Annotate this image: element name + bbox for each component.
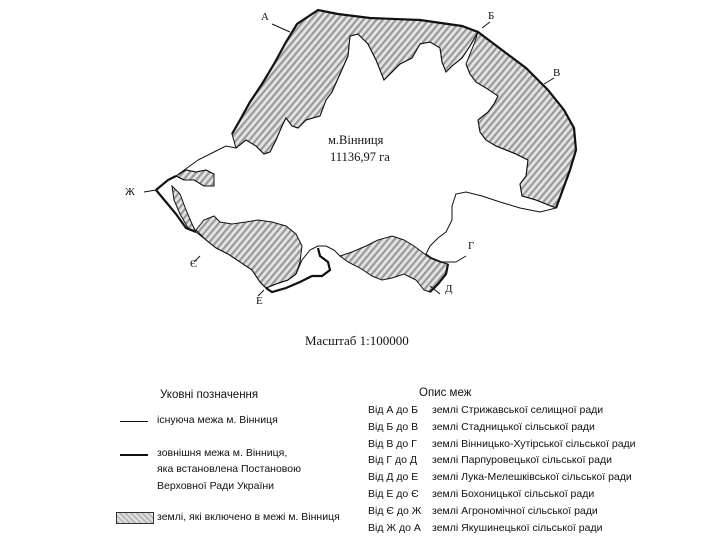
legend-title: Уковні позначення xyxy=(160,389,259,401)
description-row xyxy=(368,505,598,521)
description-row xyxy=(368,454,612,470)
description-row-text: землі Бохоницької сільської ради xyxy=(432,488,595,500)
description-row-text: землі Стадницької сільської ради xyxy=(432,420,595,433)
legend-outer-text-1: зовнішня межа м. Вінниця, xyxy=(157,447,288,459)
marker-label-b: Б xyxy=(488,10,495,22)
description-row-segment: Від Г до Д xyxy=(368,454,417,467)
description-row-segment: Від Є до Ж xyxy=(368,504,422,517)
legend-existing-text: існуюча межа м. Вінниця xyxy=(157,414,278,426)
description-row-text: землі Парпуровецької сільської ради xyxy=(432,454,612,467)
description-row-segment: Від Б до В xyxy=(368,420,419,433)
description-row xyxy=(368,438,636,454)
description-row-segment: Від А до Б xyxy=(368,404,419,416)
description-row xyxy=(368,404,603,420)
legend-outer-line-swatch xyxy=(120,454,148,456)
description-row-segment: Від Ж до А xyxy=(368,521,421,534)
included-lands-southwest xyxy=(196,216,302,288)
description-row xyxy=(368,421,595,437)
description-row-text: землі Агрономічної сільської ради xyxy=(432,504,598,517)
city-name-label: м.Вінниця xyxy=(328,133,384,147)
description-row xyxy=(368,471,632,487)
description-row xyxy=(368,488,594,504)
legend-existing-line-swatch xyxy=(120,421,148,422)
marker-label-d: Д xyxy=(445,283,453,295)
legend-outer-text-2: яка встановлена Постановою xyxy=(157,463,301,475)
legend-outer-text-3: Верховної Ради України xyxy=(157,480,275,492)
description-row-text: землі Якушинецької сільської ради xyxy=(432,521,603,534)
marker-label-e: Е xyxy=(256,295,263,307)
marker-label-g: Г xyxy=(468,240,475,252)
description-row-segment: Від Е до Є xyxy=(368,488,419,500)
description-title: Опис меж xyxy=(419,387,472,399)
city-area-label: 11136,97 га xyxy=(330,150,390,164)
description-row-text: землі Лука-Мелешківської сільської ради xyxy=(432,471,632,484)
marker-label-zh: Ж xyxy=(125,186,135,198)
description-row-segment: Від Д до Е xyxy=(368,471,419,484)
marker-label-a: А xyxy=(261,11,269,23)
legend-included-text: землі, які включено в межі м. Вінниця xyxy=(157,511,340,523)
marker-label-v: В xyxy=(553,67,561,79)
marker-label-ye: Є xyxy=(190,258,198,270)
included-lands-east xyxy=(466,32,576,208)
legend-hatch-swatch xyxy=(116,512,154,524)
description-row-text: землі Вінницько-Хутірської сільської ради xyxy=(432,437,636,450)
description-row xyxy=(368,522,602,538)
description-row-segment: Від В до Г xyxy=(368,437,417,450)
description-row-text: землі Стрижавської селищної ради xyxy=(432,404,604,416)
scale-label: Масштаб 1:100000 xyxy=(305,333,409,348)
